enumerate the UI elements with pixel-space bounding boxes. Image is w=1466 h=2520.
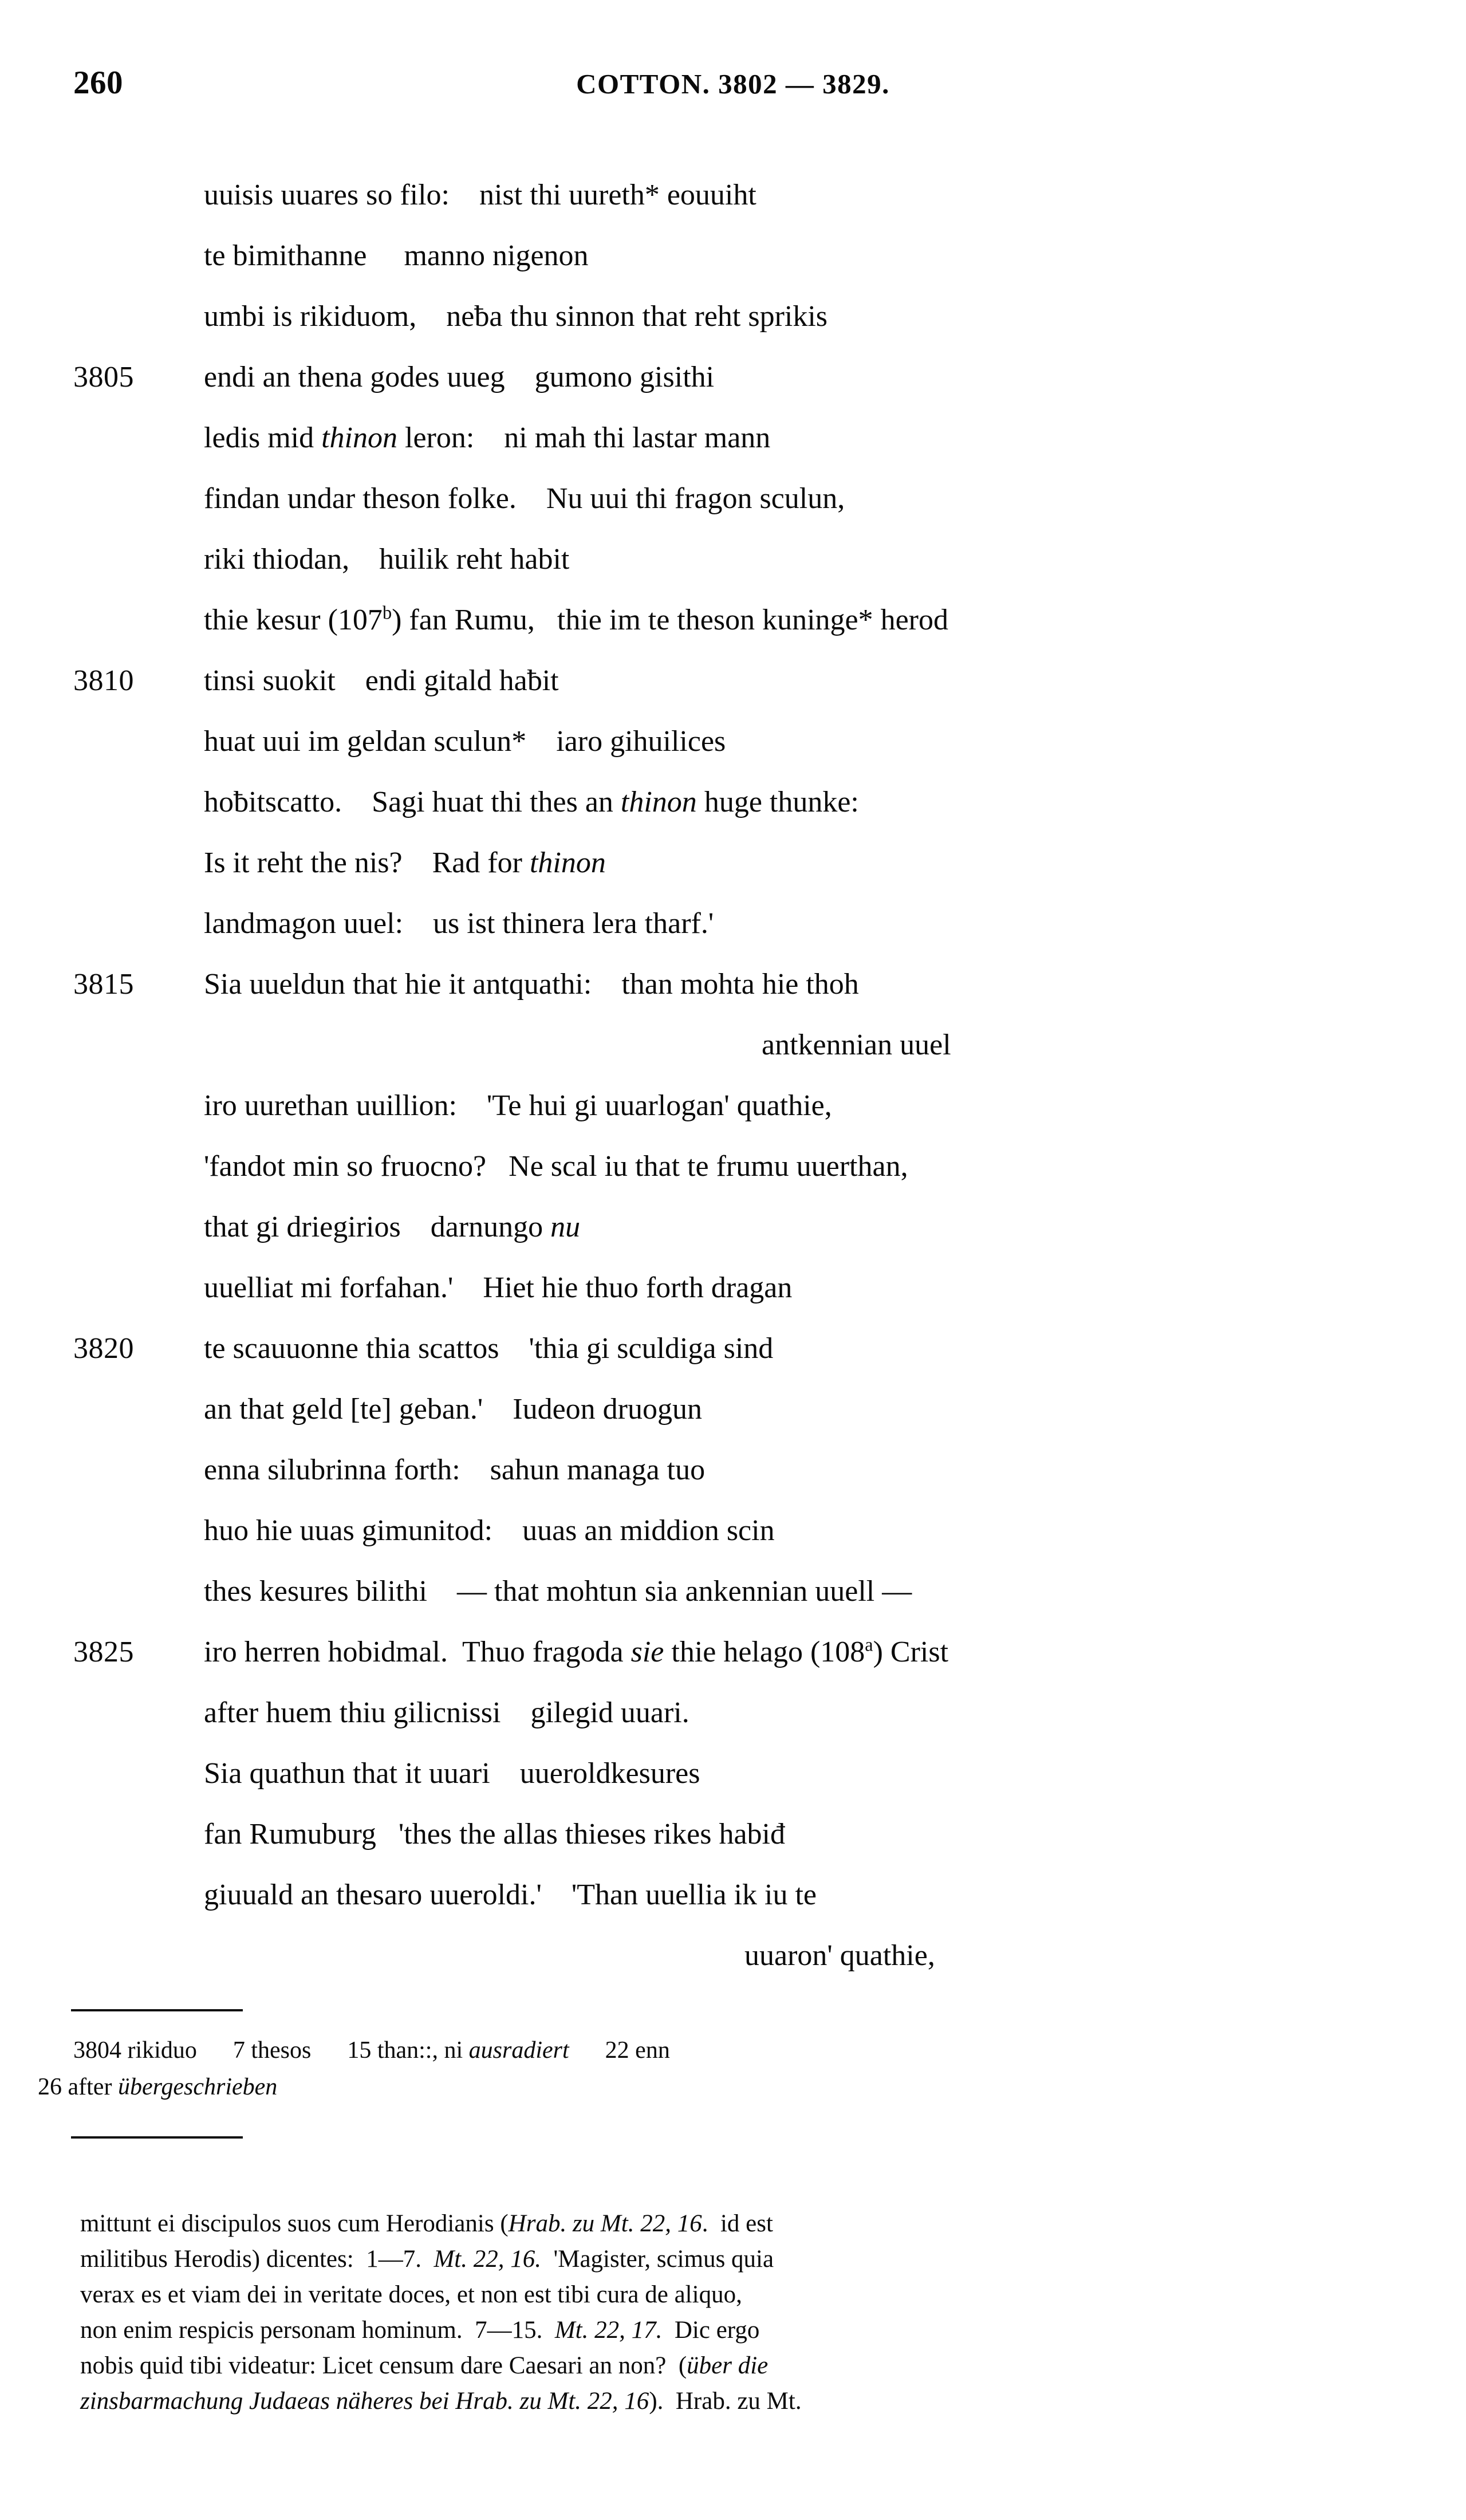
verse-block (0, 165, 1466, 1986)
verse-line (0, 1804, 1466, 1865)
verse-text: ledis mid thinon leron: ni mah thi lastar mann (204, 422, 771, 454)
verse-text: riki thiodan, huilik reht habit (204, 543, 570, 576)
verse-line (0, 1622, 1466, 1683)
verse-text: uuaron' quathie, (744, 1939, 935, 1972)
verse-text: fan Rumuburg 'thes the allas thieses rikes habiđ (204, 1818, 785, 1850)
page-number: 260 (73, 65, 123, 101)
verse-number: 3820 (73, 1332, 134, 1365)
verse-line (0, 1197, 1466, 1258)
verse-text: endi an thena godes uueg gumono gisithi (204, 361, 715, 393)
verse-text: umbi is rikiduom, neƀa thu sinnon that reht sprikis (204, 300, 828, 333)
verse-line (0, 347, 1466, 408)
verse-text: 'fandot min so fruocno? Ne scal iu that te frumu uuerthan, (204, 1150, 908, 1183)
verse-text: enna silubrinna forth: sahun managa tuo (204, 1454, 706, 1486)
verse-text: giuuald an thesaro uueroldi.' 'Than uuellia ik iu te (204, 1879, 817, 1911)
verse-line (0, 529, 1466, 590)
verse-line (0, 590, 1466, 651)
latin-commentary (80, 2206, 1374, 2419)
verse-line (0, 1501, 1466, 1561)
verse-number: 3805 (73, 361, 134, 393)
commentary-line: zinsbarmachung Judaeas näheres bei Hrab. zu Mt. 22, 16). Hrab. zu Mt. (80, 2388, 802, 2415)
verse-line (0, 772, 1466, 833)
verse-text: iro uurethan uuillion: 'Te hui gi uuarlogan' quathie, (204, 1089, 832, 1122)
verse-line (0, 1076, 1466, 1136)
verse-line (0, 1379, 1466, 1440)
verse-text: uuelliat mi forfahan.' Hiet hie thuo forth dragan (204, 1271, 793, 1304)
verse-text: Sia uueldun that hie it antquathi: than mohta hie thoh (204, 968, 859, 1001)
verse-line (0, 1926, 1466, 1986)
verse-line (0, 1743, 1466, 1804)
commentary-line: nobis quid tibi videatur: Licet censum dare Caesari an non? (über die (80, 2352, 769, 2379)
verse-line (0, 1865, 1466, 1926)
verse-text: after huem thiu gilicnissi gilegid uuari. (204, 1696, 689, 1729)
verse-line (0, 1561, 1466, 1622)
verse-line (0, 1683, 1466, 1743)
verse-text: findan undar theson folke. Nu uui thi fragon sculun, (204, 482, 845, 515)
verse-text: huo hie uuas gimunitod: uuas an middion scin (204, 1514, 775, 1547)
verse-text: te scauuonne thia scattos 'thia gi sculdiga sind (204, 1332, 774, 1365)
verse-text: thes kesures bilithi — that mohtun sia ankennian uuell — (204, 1575, 912, 1608)
verse-line (0, 1318, 1466, 1379)
running-head (0, 64, 1466, 104)
verse-text: thie kesur (107$^b$) fan Rumu, thie im te theson kuninge* herod (204, 602, 948, 636)
apparatus-divider-rule (71, 2009, 243, 2011)
verse-text: landmagon uuel: us ist thinera lera tharf.' (204, 907, 714, 940)
verse-line (0, 1136, 1466, 1197)
verse-line (0, 226, 1466, 286)
verse-text: antkennian uuel (762, 1029, 951, 1061)
verse-text: Sia quathun that it uuari uueroldkesures (204, 1757, 700, 1790)
verse-text: iro herren hobidmal. Thuo fragoda sie thie helago (108$^a$) Crist (204, 1634, 949, 1668)
commentary-line: militibus Herodis) dicentes: 1—7. Mt. 22, 16. 'Magister, scimus quia (80, 2246, 774, 2273)
commentary-line: mittunt ei discipulos suos cum Herodianis (Hrab. zu Mt. 22, 16. id est (80, 2210, 773, 2237)
commentary-line: verax es et viam dei in veritate doces, et non est tibi cura de aliquo, (80, 2281, 742, 2308)
verse-number: 3810 (73, 664, 134, 697)
verse-line (0, 286, 1466, 347)
verse-line (0, 468, 1466, 529)
verse-line (0, 651, 1466, 711)
verse-number: 3815 (73, 968, 134, 1001)
verse-line (0, 408, 1466, 468)
verse-number: 3825 (73, 1636, 134, 1668)
verse-text: Is it reht the nis? Rad for thinon (204, 846, 606, 879)
verse-line (0, 893, 1466, 954)
verse-line (0, 1258, 1466, 1318)
verse-text: te bimithanne manno nigenon (204, 239, 589, 272)
verse-text: that gi driegirios darnungo nu (204, 1211, 581, 1243)
verse-line (0, 1015, 1466, 1076)
apparatus-line: 3804 rikiduo 7 thesos 15 than::, ni ausradiert 22 enn (73, 2037, 670, 2064)
running-head-title: COTTON. 3802 — 3829. (576, 68, 890, 100)
verse-text: tinsi suokit endi gitald haƀit (204, 664, 559, 697)
critical-apparatus (38, 2032, 1390, 2105)
verse-text: uuisis uuares so filo: nist thi uureth* eouuiht (204, 179, 756, 211)
verse-line (0, 1440, 1466, 1501)
commentary-divider-rule (71, 2136, 243, 2139)
verse-text: an that geld [te] geban.' Iudeon druogun (204, 1393, 702, 1426)
apparatus-line: 26 after übergeschrieben (38, 2074, 278, 2100)
verse-text: huat uui im geldan sculun* iaro gihuilices (204, 725, 726, 758)
verse-line (0, 833, 1466, 893)
verse-line (0, 165, 1466, 226)
verse-line (0, 954, 1466, 1015)
commentary-line: non enim respicis personam hominum. 7—15. Mt. 22, 17. Dic ergo (80, 2317, 760, 2344)
verse-text: hoƀitscatto. Sagi huat thi thes an thinon huge thunke: (204, 786, 859, 818)
verse-line (0, 711, 1466, 772)
